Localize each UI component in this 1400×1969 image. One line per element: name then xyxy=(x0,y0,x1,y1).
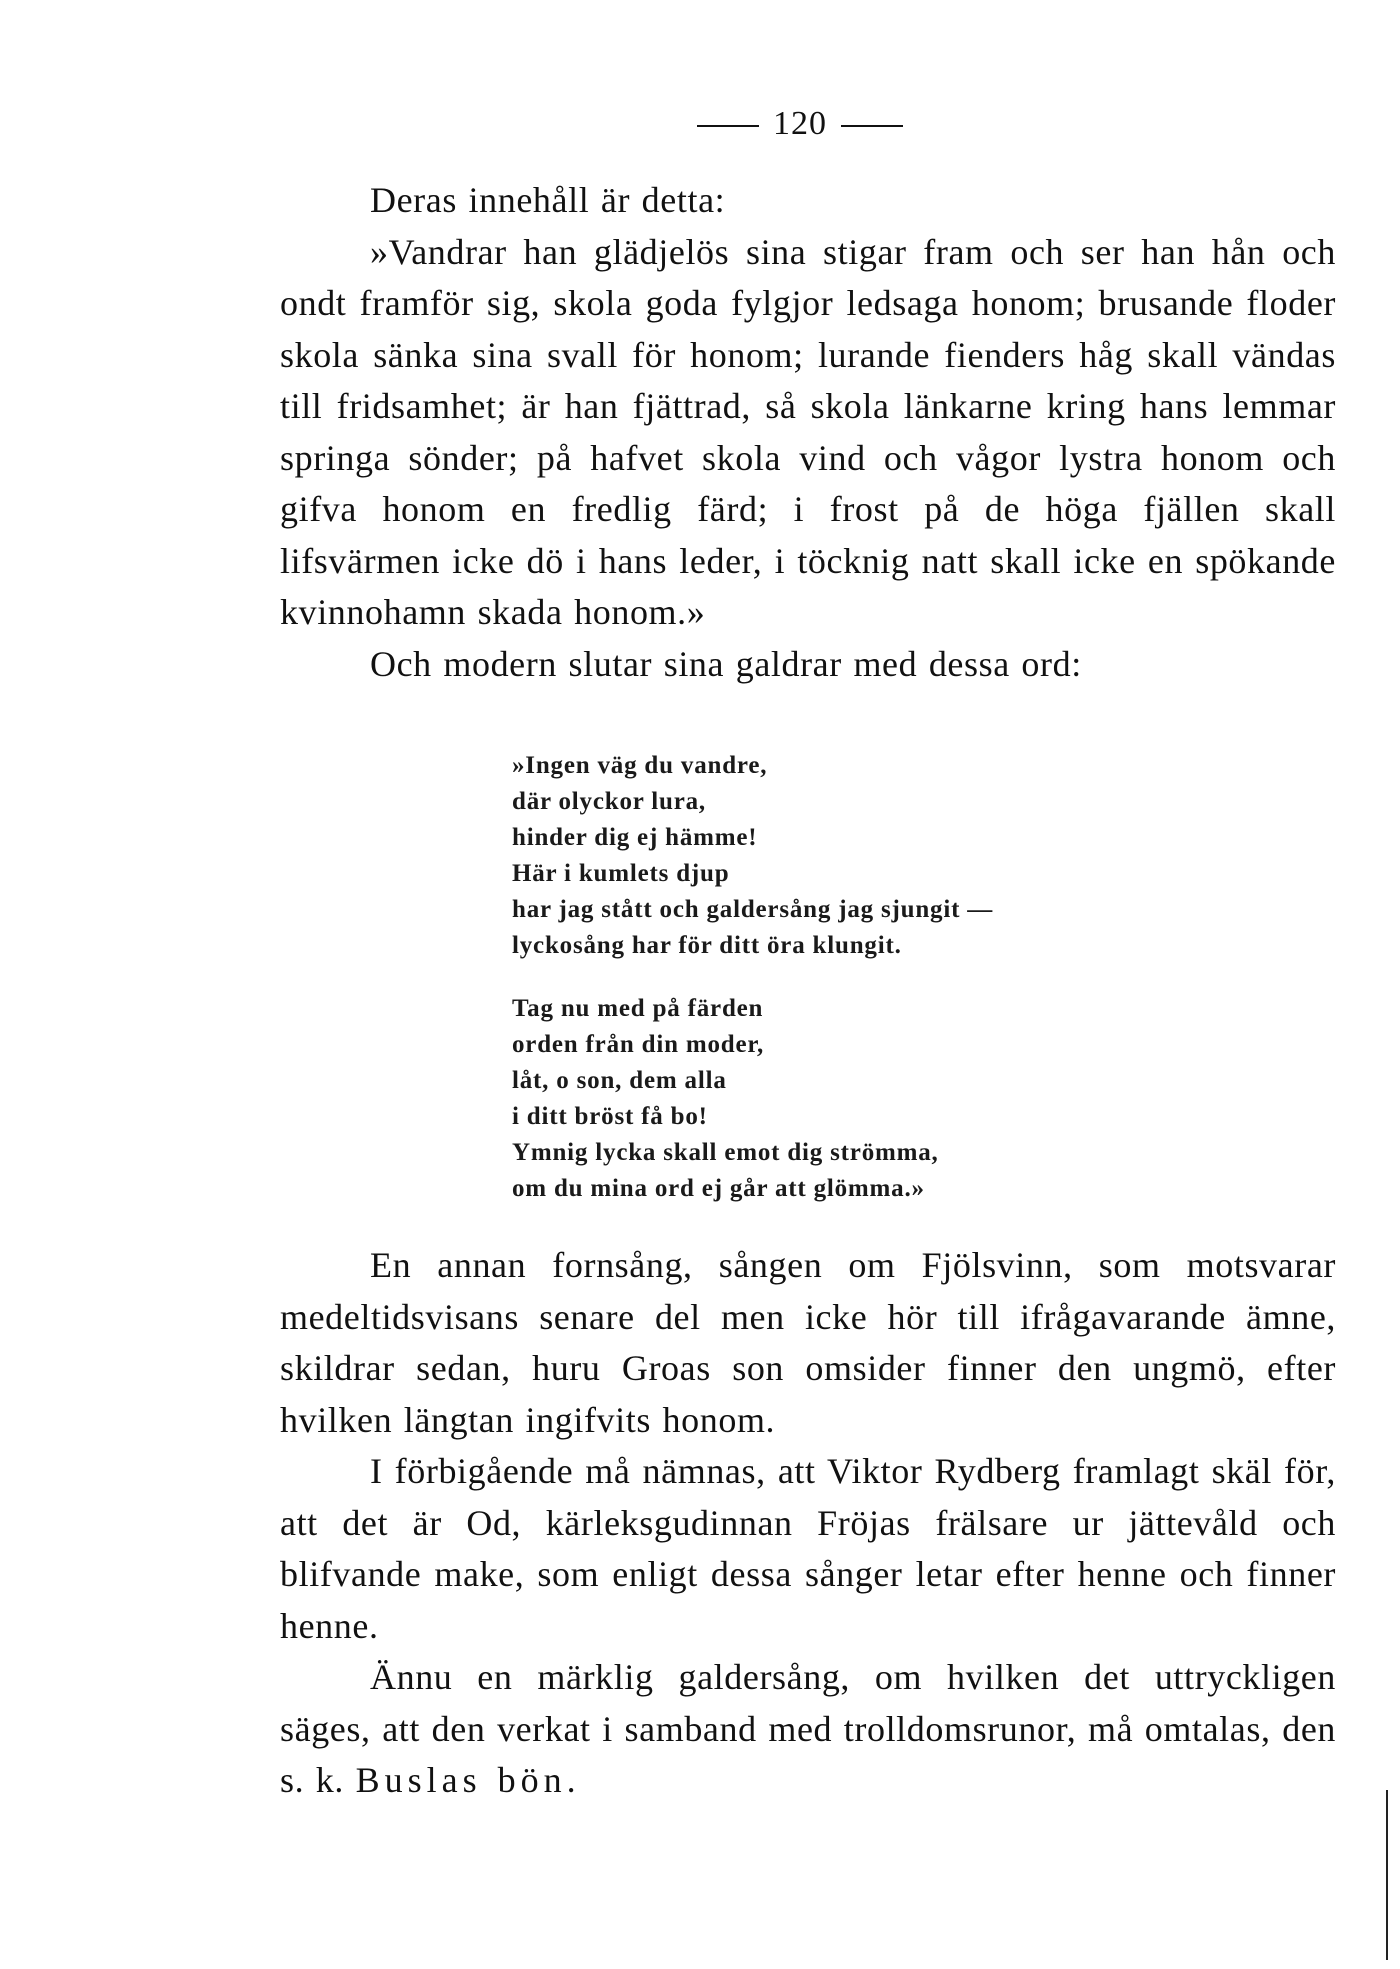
verse-line: om du mina ord ej går att glömma.» xyxy=(512,1175,925,1202)
paragraph-rydberg: I förbigående må nämnas, att Viktor Rydberg framlagt skäl för, att det är Od, kärleksgudinnan Fröjas frälsare ur jättevåld och blifvande make, som enligt dessa sånger letar efter henne och finner henne. xyxy=(280,1451,1336,1646)
paragraph-galdersang-text: Ännu en märklig galdersång, om hvilken det uttryckligen säges, att den verkat i samband med trolldomsrunor, må omtalas, den s. k. xyxy=(280,1657,1336,1800)
page-number-dash-left xyxy=(697,125,759,127)
intro-line: Deras innehåll är detta: xyxy=(370,180,726,220)
verse-line: Ymnig lycka skall emot dig strömma, xyxy=(512,1139,939,1166)
page-number-text: 120 xyxy=(773,105,827,142)
verse-line: i ditt bröst få bo! xyxy=(512,1103,708,1130)
verse-line: lyckosång har för ditt öra klungit. xyxy=(512,932,902,959)
verse-line: orden från din moder, xyxy=(512,1031,765,1058)
page-number xyxy=(680,104,920,144)
page-number-dash-right xyxy=(841,125,903,127)
verse-line: »Ingen väg du vandre, xyxy=(512,752,768,779)
verse-stanza-1 xyxy=(512,748,1232,964)
paragraph-galdersang-end: . xyxy=(566,1760,577,1800)
verse-line: Här i kumlets djup xyxy=(512,860,730,887)
verse-line: Tag nu med på färden xyxy=(512,995,764,1022)
quote-paragraph: »Vandrar han glädjelös sina stigar fram och ser han hån och ondt framför sig, skola goda fylgjor ledsaga honom; brusande floder skola sänka sina svall för honom; lurande fienders håg skall vändas till fridsamhet; är han fjättrad, så skola länkarne kring hans lemmar springa sönder; på hafvet skola vind och vågor lystra honom och gifva honom en fredlig färd; i frost på de höga fjällen skall lifsvärmen icke dö i hans leder, i töcknig natt skall icke en spökande kvinnohamn skada honom.» xyxy=(280,231,1336,632)
verse-line: låt, o son, dem alla xyxy=(512,1067,727,1094)
mother-line: Och modern slutar sina galdrar med dessa ord: xyxy=(370,643,1082,684)
paragraph-galdersang xyxy=(280,1652,1336,1807)
scan-edge-mark xyxy=(1386,1790,1388,1960)
verse-line: där olyckor lura, xyxy=(512,788,706,815)
paragraph-fjolsvinn: En annan fornsång, sången om Fjölsvinn, som motsvarar medeltidsvisans senare del men icke hör till ifrågavarande ämne, skildrar sedan, huru Groas son omsider finner den ungmö, efter hvilken längtan ingifvits honom. xyxy=(280,1245,1336,1440)
prose-block-top xyxy=(280,175,1336,690)
verse-line: har jag stått och galdersång jag sjungit — xyxy=(512,896,994,923)
emphasized-title: Buslas bön xyxy=(355,1760,567,1800)
verse-stanza-2 xyxy=(512,991,1232,1207)
verse-line: hinder dig ej hämme! xyxy=(512,824,758,851)
prose-block-bottom xyxy=(280,1240,1336,1807)
